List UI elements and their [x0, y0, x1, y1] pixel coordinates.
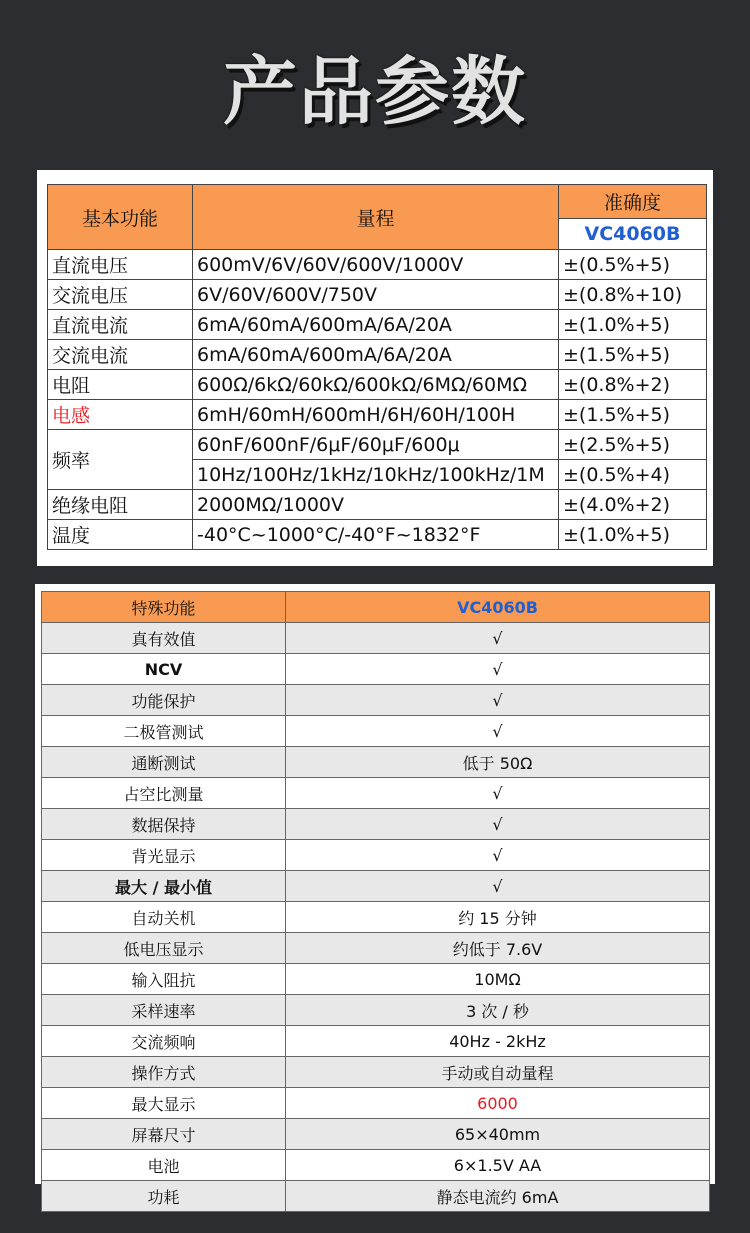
table-row [48, 370, 707, 400]
table-row [48, 340, 707, 370]
function-accuracy: ±(0.8%+2) [559, 370, 707, 400]
header-special-function: 特殊功能 [42, 592, 286, 623]
feature-value: 约低于 7.6V [286, 933, 710, 964]
function-accuracy: ±(1.0%+5) [559, 310, 707, 340]
table-row [42, 716, 710, 747]
function-range: 2000MΩ/1000V [193, 490, 559, 520]
function-accuracy: ±(0.5%+4) [559, 460, 707, 490]
feature-value-highlighted: 6000 [286, 1088, 710, 1119]
basic-spec-panel [37, 170, 713, 566]
table-row [42, 995, 710, 1026]
table-row [42, 1150, 710, 1181]
special-spec-table [41, 591, 710, 1212]
table-row [48, 430, 707, 460]
feature-value: 手动或自动量程 [286, 1057, 710, 1088]
feature-name: 低电压显示 [42, 933, 286, 964]
feature-value: 6×1.5V AA [286, 1150, 710, 1181]
function-range: 6mA/60mA/600mA/6A/20A [193, 310, 559, 340]
feature-value: 静态电流约 6mA [286, 1181, 710, 1212]
feature-value: √ [286, 654, 710, 685]
table-row [42, 654, 710, 685]
feature-name: 数据保持 [42, 809, 286, 840]
feature-value: √ [286, 716, 710, 747]
table-row [42, 1026, 710, 1057]
function-range: 6mH/60mH/600mH/6H/60H/100H [193, 400, 559, 430]
feature-name: 背光显示 [42, 840, 286, 871]
basic-header-row [48, 185, 707, 219]
function-range: -40°C~1000°C/-40°F~1832°F [193, 520, 559, 550]
feature-name: 电池 [42, 1150, 286, 1181]
table-row [42, 902, 710, 933]
function-range: 10Hz/100Hz/1kHz/10kHz/100kHz/1M [193, 460, 559, 490]
header-model: VC4060B [286, 592, 710, 623]
table-row [48, 250, 707, 280]
table-row [42, 1119, 710, 1150]
feature-name: 二极管测试 [42, 716, 286, 747]
table-row [42, 747, 710, 778]
function-name: 交流电流 [48, 340, 193, 370]
feature-value: 约 15 分钟 [286, 902, 710, 933]
feature-name: 操作方式 [42, 1057, 286, 1088]
feature-name: 占空比测量 [42, 778, 286, 809]
function-name: 直流电流 [48, 310, 193, 340]
feature-value: √ [286, 685, 710, 716]
feature-value: 10MΩ [286, 964, 710, 995]
function-range: 600Ω/6kΩ/60kΩ/600kΩ/6MΩ/60MΩ [193, 370, 559, 400]
feature-name: 屏幕尺寸 [42, 1119, 286, 1150]
function-range: 600mV/6V/60V/600V/1000V [193, 250, 559, 280]
table-row [42, 809, 710, 840]
feature-value: √ [286, 871, 710, 902]
page-title: 产品参数 [223, 49, 527, 135]
function-name: 频率 [48, 430, 193, 490]
feature-name: 自动关机 [42, 902, 286, 933]
special-spec-panel [35, 584, 715, 1207]
function-accuracy: ±(0.8%+10) [559, 280, 707, 310]
feature-name: 功耗 [42, 1181, 286, 1212]
feature-value: 3 次 / 秒 [286, 995, 710, 1026]
function-accuracy: ±(0.5%+5) [559, 250, 707, 280]
table-row [48, 310, 707, 340]
table-row [42, 871, 710, 902]
function-name: 绝缘电阻 [48, 490, 193, 520]
function-range: 60nF/600nF/6μF/60μF/600μ [193, 430, 559, 460]
basic-spec-table [47, 184, 707, 550]
feature-value: √ [286, 778, 710, 809]
table-row [42, 840, 710, 871]
feature-value: √ [286, 623, 710, 654]
feature-value: 低于 50Ω [286, 747, 710, 778]
function-name: 交流电压 [48, 280, 193, 310]
function-name: 直流电压 [48, 250, 193, 280]
function-range: 6mA/60mA/600mA/6A/20A [193, 340, 559, 370]
feature-name: 交流频响 [42, 1026, 286, 1057]
table-row [48, 280, 707, 310]
header-model: VC4060B [559, 218, 707, 249]
feature-name: 最大显示 [42, 1088, 286, 1119]
special-header-row [42, 592, 710, 623]
function-accuracy: ±(1.5%+5) [559, 400, 707, 430]
feature-name: 通断测试 [42, 747, 286, 778]
feature-name: 输入阻抗 [42, 964, 286, 995]
function-name: 电阻 [48, 370, 193, 400]
feature-value: √ [286, 809, 710, 840]
function-name: 温度 [48, 520, 193, 550]
feature-value: √ [286, 840, 710, 871]
table-row [42, 1181, 710, 1212]
feature-value: 65×40mm [286, 1119, 710, 1150]
table-row [42, 1057, 710, 1088]
feature-value: 40Hz - 2kHz [286, 1026, 710, 1057]
header-range: 量程 [193, 185, 559, 250]
table-row [42, 964, 710, 995]
header-accuracy: 准确度 [559, 185, 707, 219]
function-accuracy: ±(4.0%+2) [559, 490, 707, 520]
header-function: 基本功能 [48, 185, 193, 250]
table-row [48, 490, 707, 520]
table-row [42, 778, 710, 809]
table-row [42, 1088, 710, 1119]
table-row [42, 933, 710, 964]
feature-name: 功能保护 [42, 685, 286, 716]
table-row [42, 685, 710, 716]
feature-name: 最大 / 最小值 [42, 871, 286, 902]
feature-name: 真有效值 [42, 623, 286, 654]
function-name-highlighted: 电感 [48, 400, 193, 430]
table-row [42, 623, 710, 654]
function-range: 6V/60V/600V/750V [193, 280, 559, 310]
table-row [48, 400, 707, 430]
feature-name: NCV [42, 654, 286, 685]
function-accuracy: ±(2.5%+5) [559, 430, 707, 460]
function-accuracy: ±(1.5%+5) [559, 340, 707, 370]
function-accuracy: ±(1.0%+5) [559, 520, 707, 550]
feature-name: 采样速率 [42, 995, 286, 1026]
table-row [48, 520, 707, 550]
